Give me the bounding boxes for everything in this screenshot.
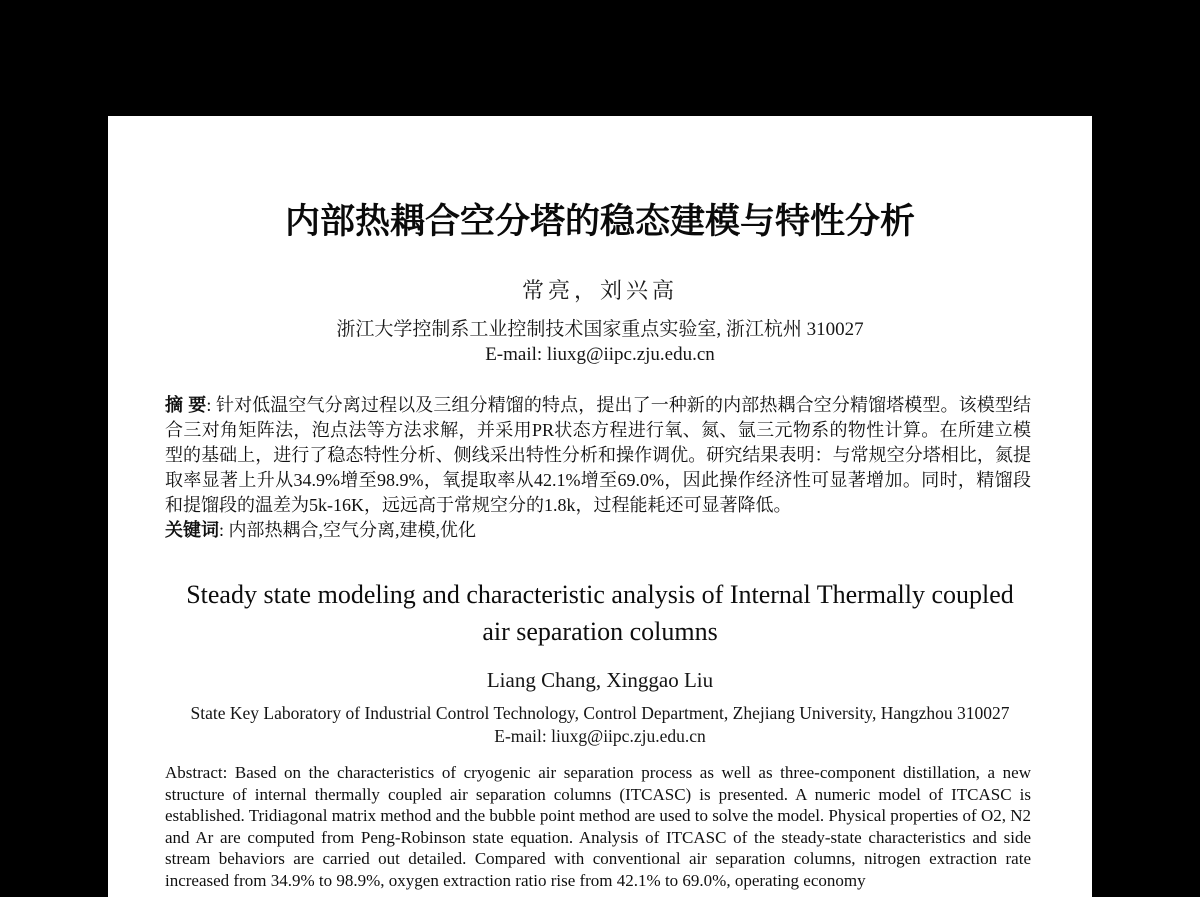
paper-page [108,116,1092,897]
abstract-paragraph-english: Abstract: Based on the characteristics of cryogenic air separation process as well as three-component distillation, a new structure of internal thermally coupled air separation columns (ITCASC) is presented. A numeric model of ITCASC is established. Tridiagonal matrix method and the bubble point method are used to solve the model. Physical properties of O2, N2 and Ar are computed from Peng-Robinson state equation. Analysis of ITCASC of the steady-state characteristics and side stream behaviors are carried out detailed. Compared with conventional air separation columns, nitrogen extraction rate increased from 34.9% to 98.9%, oxygen extraction ratio rise from 42.1% to 69.0%, operating economy [165,763,1031,890]
affiliation-english: State Key Laboratory of Industrial Control Technology, Control Department, Zhejiang University, Hangzhou 310027 [190,703,1010,723]
keywords-line-chinese [165,518,1031,543]
keywords-label-chinese: 关键词 [165,520,219,540]
email-chinese-section: E-mail: liuxg@iipc.zju.edu.cn [485,344,715,365]
keywords-text-chinese: : 内部热耦合,空气分离,建模,优化 [219,520,476,540]
authors-chinese: 常亮，刘兴高 [521,278,678,303]
abstract-block-chinese [165,393,1031,543]
abstract-text-chinese: : 针对低温空气分离过程以及三组分精馏的特点，提出了一种新的内部热耦合空分精馏塔模型。该模型结合三对角矩阵法，泡点法等方法求解，并采用PR状态方程进行氧、氮、氩三元物系的物性计算。在所建立模型的基础上，进行了稳态特性分析、侧线采出特性分析和操作调优。研究结果表明：与常规空分塔相比，氮提取率显著上升从34.9%增至98.9%，氧提取率从42.1%增至69.0%，因此操作经济性可显著增加。同时，精馏段和提馏段的温差为5k-16K，远远高于常规空分的1.8k，过程能耗还可显著降低。 [165,395,1031,515]
paper-title-chinese: 内部热耦合空分塔的稳态建模与特性分析 [284,202,915,241]
affiliation-chinese: 浙江大学控制系工业控制技术国家重点实验室, 浙江杭州 310027 [336,319,864,340]
abstract-paragraph-chinese [165,393,1031,518]
paper-title-english-line1: Steady state modeling and characteristic analysis of Internal Thermally coupled [186,580,1014,609]
paper-title-english [108,576,1092,650]
abstract-label-chinese: 摘 要 [165,395,207,415]
authors-english: Liang Chang, Xinggao Liu [486,668,714,692]
paper-title-english-line2: air separation columns [482,617,718,646]
email-english-section: E-mail: liuxg@iipc.zju.edu.cn [494,726,706,746]
